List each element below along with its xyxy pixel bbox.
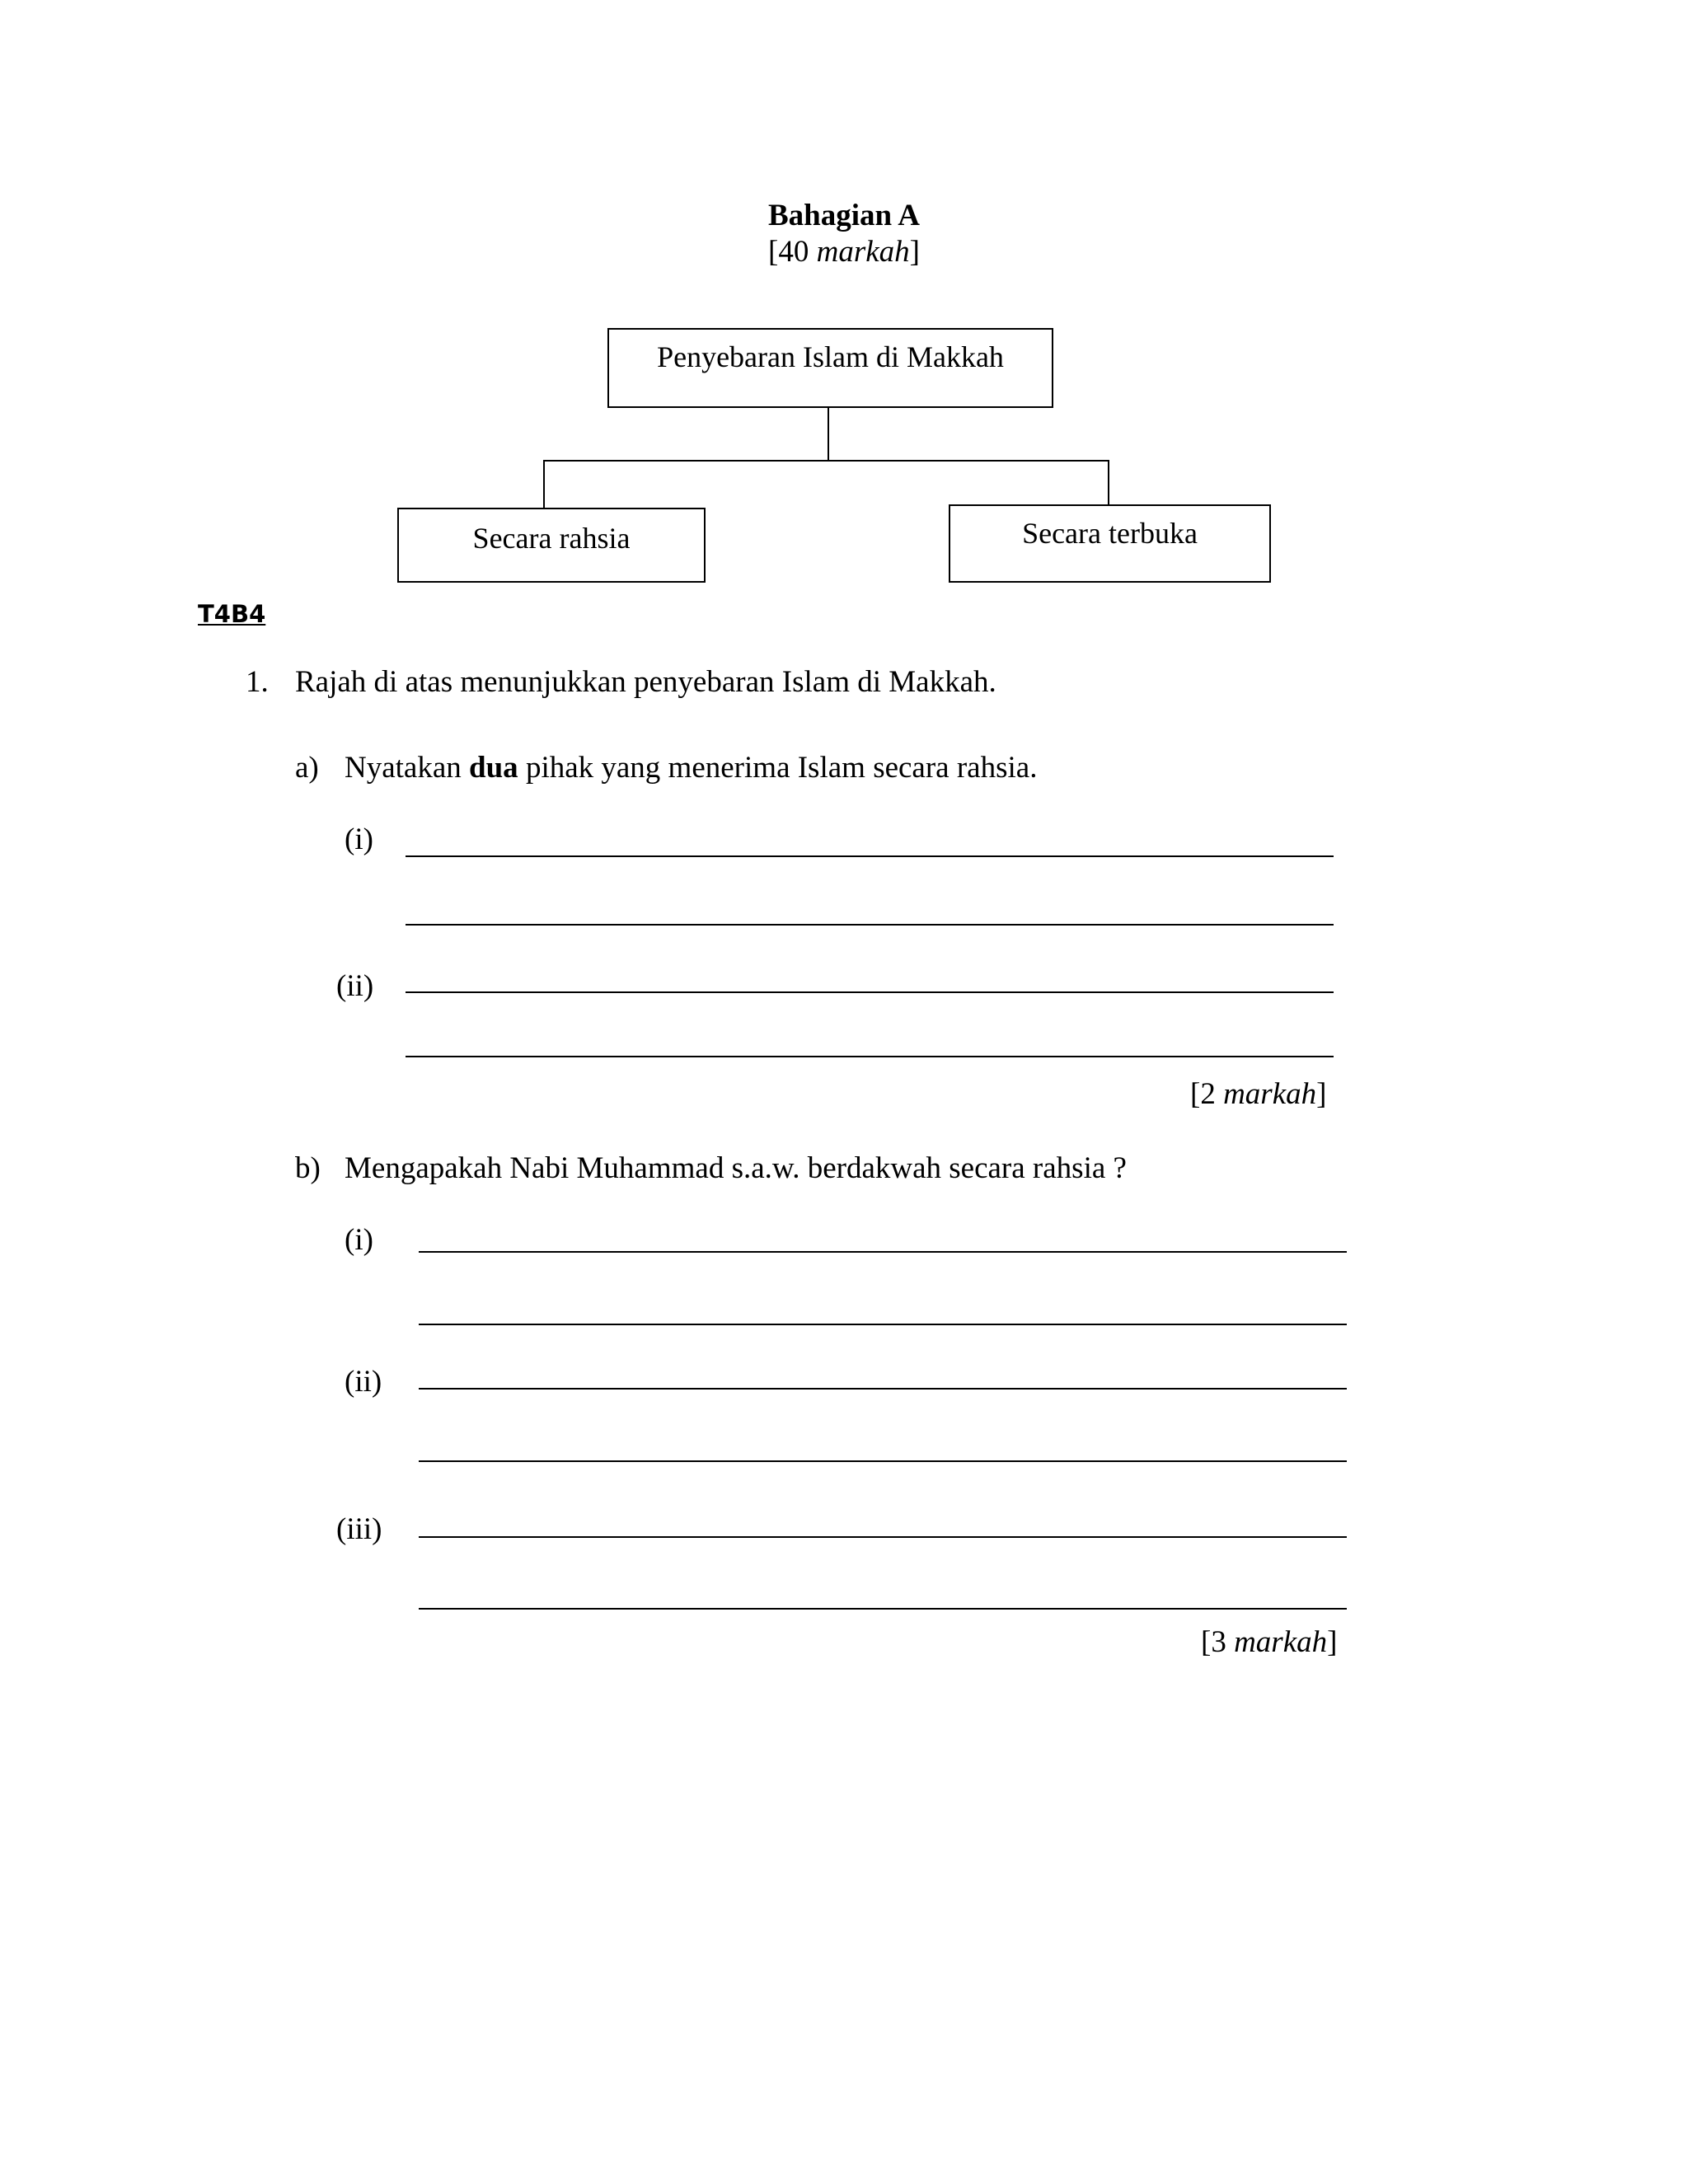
part-a-answer-line-ii-2[interactable] — [406, 1056, 1334, 1057]
diagram-connector-vertical-left — [543, 460, 545, 508]
part-b-answer-line-ii-2[interactable] — [419, 1460, 1347, 1462]
part-b-item-i-label: (i) — [345, 1223, 373, 1257]
section-title: Bahagian A — [767, 199, 921, 232]
section-marks-open: [40 — [768, 235, 817, 269]
part-b-answer-line-i-2[interactable] — [419, 1324, 1347, 1325]
part-a-text-before: Nyatakan — [345, 751, 470, 785]
part-b-answer-line-i-1[interactable] — [419, 1251, 1347, 1253]
diagram-root-box — [607, 328, 1053, 408]
part-b-answer-line-iii-1[interactable] — [419, 1536, 1347, 1538]
part-a-text — [345, 750, 1037, 785]
part-b-item-ii-label: (ii) — [345, 1365, 382, 1399]
part-a-marks-open: [2 — [1190, 1077, 1224, 1111]
part-b-item-iii-label: (iii) — [336, 1512, 382, 1546]
part-b-marks-word: markah — [1234, 1625, 1328, 1659]
question-stem: Rajah di atas menunjukkan penyebaran Islam di Makkah. — [295, 665, 996, 699]
section-marks — [0, 234, 1688, 269]
diagram-root-label: Penyebaran Islam di Makkah — [657, 340, 1004, 373]
part-a-answer-line-ii-1[interactable] — [406, 991, 1334, 993]
part-b-marks-close: ] — [1327, 1625, 1338, 1659]
part-b-answer-line-ii-1[interactable] — [419, 1388, 1347, 1390]
diagram-connector-vertical-right — [1108, 460, 1109, 504]
section-marks-word: markah — [816, 235, 910, 269]
diagram-connector-vertical-root — [828, 408, 829, 461]
part-a-marks-word: markah — [1223, 1077, 1317, 1111]
part-a-text-after: pihak yang menerima Islam secara rahsia. — [518, 751, 1038, 785]
part-a-text-bold: dua — [469, 751, 518, 785]
diagram-right-box — [949, 504, 1271, 583]
diagram-connector-horizontal — [543, 460, 1109, 462]
diagram-right-label: Secara terbuka — [1022, 517, 1198, 550]
part-b-answer-line-iii-2[interactable] — [419, 1608, 1347, 1610]
part-a-item-i-label: (i) — [345, 823, 373, 856]
part-a-answer-line-i-2[interactable] — [406, 924, 1334, 926]
diagram-left-box — [397, 508, 706, 583]
part-a-answer-line-i-1[interactable] — [406, 855, 1334, 857]
question-number: 1. — [246, 665, 269, 699]
part-a-item-ii-label: (ii) — [336, 969, 374, 1003]
part-b-marks — [1201, 1624, 1337, 1660]
section-marks-close: ] — [909, 235, 920, 269]
part-a-marks-close: ] — [1316, 1077, 1327, 1111]
part-b-marks-open: [3 — [1201, 1625, 1235, 1659]
part-b-text: Mengapakah Nabi Muhammad s.a.w. berdakwah secara rahsia ? — [345, 1151, 1127, 1185]
part-b-label: b) — [295, 1151, 321, 1185]
diagram-left-label: Secara rahsia — [472, 522, 631, 555]
part-a-marks — [1190, 1076, 1326, 1112]
question-code: T4B4 — [198, 600, 266, 628]
part-a-label: a) — [295, 751, 319, 785]
